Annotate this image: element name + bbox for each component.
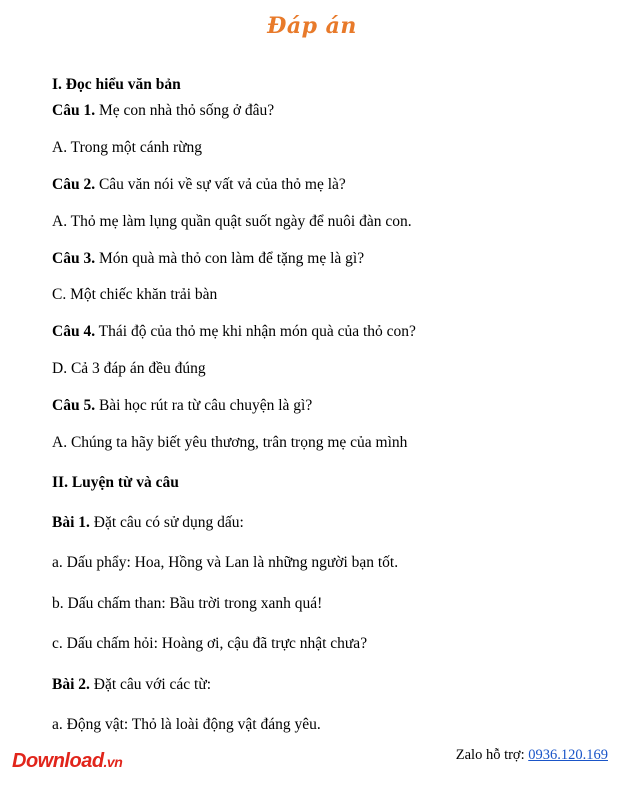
download-logo[interactable]: Download.vn — [12, 750, 123, 772]
question-text: Mẹ con nhà thỏ sống ở đâu? — [95, 102, 275, 119]
exercise-2-a: a. Động vật: Thỏ là loài động vật đáng yêu. — [52, 716, 321, 733]
question-1 — [52, 101, 274, 121]
page-title: Đáp án — [267, 13, 357, 39]
section-heading-vocab: II. Luyện từ và câu — [52, 474, 179, 491]
answer-5: A. Chúng ta hãy biết yêu thương, trân trọng mẹ của mình — [52, 434, 408, 451]
question-text: Bài học rút ra từ câu chuyện là gì? — [95, 397, 313, 414]
question-label: Câu 1. — [52, 102, 96, 119]
question-text: Câu văn nói về sự vất vả của thỏ mẹ là? — [95, 176, 346, 193]
exercise-label: Bài 1. — [52, 514, 90, 531]
question-5 — [52, 396, 312, 416]
answer-1: A. Trong một cánh rừng — [52, 139, 203, 156]
question-2 — [52, 175, 346, 195]
exercise-text: Đặt câu có sử dụng dấu: — [89, 514, 244, 531]
question-text: Thái độ của thỏ mẹ khi nhận món quà của thỏ con? — [95, 323, 416, 340]
answer-4: D. Cả 3 đáp án đều đúng — [52, 360, 206, 377]
zalo-label: Zalo hỗ trợ: — [455, 747, 529, 763]
question-3 — [52, 249, 364, 269]
zalo-support — [456, 747, 608, 764]
exercise-1-c: c. Dấu chấm hỏi: Hoàng ơi, cậu đã trực nhật chưa? — [52, 635, 368, 652]
question-label: Câu 5. — [52, 397, 96, 414]
exercise-1 — [52, 513, 244, 533]
question-text: Món quà mà thỏ con làm để tặng mẹ là gì? — [95, 250, 365, 267]
exercise-2 — [52, 675, 211, 695]
question-label: Câu 4. — [52, 323, 96, 340]
exercise-label: Bài 2. — [52, 676, 90, 693]
exercise-1-a: a. Dấu phẩy: Hoa, Hồng và Lan là những người bạn tốt. — [52, 554, 399, 571]
section-heading-reading: I. Đọc hiểu văn bản — [52, 76, 181, 93]
question-4 — [52, 322, 416, 342]
exercise-text: Đặt câu với các từ: — [89, 676, 212, 693]
zalo-phone-link[interactable]: 0936.120.169 — [528, 747, 608, 763]
answer-2: A. Thỏ mẹ làm lụng quần quật suốt ngày để nuôi đàn con. — [52, 213, 412, 230]
answer-3: C. Một chiếc khăn trải bàn — [52, 286, 218, 303]
exercise-1-b: b. Dấu chấm than: Bầu trời trong xanh quá! — [52, 595, 323, 612]
question-label: Câu 3. — [52, 250, 96, 267]
question-label: Câu 2. — [52, 176, 96, 193]
